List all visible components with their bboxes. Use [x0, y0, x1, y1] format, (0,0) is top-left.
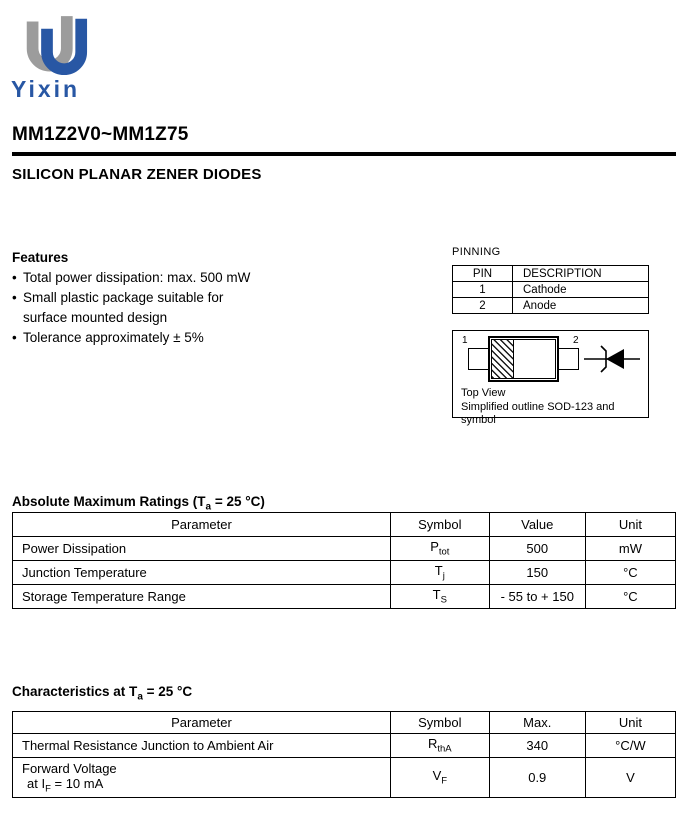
desc-column-header: DESCRIPTION [513, 266, 649, 282]
symbol-cell [390, 758, 489, 798]
symbol-cell [390, 734, 489, 758]
characteristics-heading [12, 684, 192, 703]
unit-column-header: Unit [585, 712, 675, 734]
part-number-title: MM1Z2V0~MM1Z75 [12, 124, 189, 145]
feature-item [12, 288, 352, 308]
package-caption-outline: Simplified outline SOD-123 and symbol [461, 401, 615, 426]
heading-subscript: a [137, 691, 143, 703]
unit-cell: °C/W [585, 734, 675, 758]
table-row [13, 758, 676, 798]
condition-subscript: F [45, 783, 51, 795]
parameter-line2 [22, 776, 390, 795]
feature-item [12, 328, 352, 348]
bullet-icon: • [12, 290, 17, 305]
zener-diode-symbol-icon [584, 343, 640, 375]
value-cell: 340 [489, 734, 585, 758]
table-row [453, 282, 649, 298]
symbol-column-header: Symbol [390, 712, 489, 734]
abs-max-ratings-table [12, 512, 676, 609]
pin-number: 1 [453, 282, 513, 298]
table-row [453, 298, 649, 314]
features-heading: Features [12, 250, 69, 265]
table-header-row [13, 712, 676, 734]
package-caption-top-view: Top View [461, 387, 506, 399]
parameter-line1: Forward Voltage [22, 760, 117, 776]
yixin-logo-icon [12, 8, 100, 80]
pinning-table [452, 265, 649, 314]
characteristics-table [12, 711, 676, 798]
unit-cell: °C [585, 561, 675, 585]
pinning-header-row [453, 266, 649, 282]
package-outline-box [452, 330, 649, 426]
page-subtitle: SILICON PLANAR ZENER DIODES [12, 166, 262, 183]
feature-text: Total power dissipation: max. 500 mW [23, 270, 251, 285]
value-column-header: Value [489, 513, 585, 537]
parameter-cell [13, 758, 391, 798]
table-row [13, 585, 676, 609]
max-column-header: Max. [489, 712, 585, 734]
unit-cell: V [585, 758, 675, 798]
parameter-cell: Power Dissipation [13, 537, 391, 561]
symbol-subscript: S [440, 594, 447, 606]
pinning-heading: PINNING [452, 246, 501, 258]
pin1-label: 1 [462, 335, 468, 346]
feature-text: surface mounted design [23, 310, 168, 325]
table-row [13, 561, 676, 585]
parameter-cell: Junction Temperature [13, 561, 391, 585]
symbol-cell [390, 585, 489, 609]
parameter-column-header: Parameter [13, 513, 391, 537]
table-row [13, 537, 676, 561]
symbol-cell [390, 561, 489, 585]
pin-column-header: PIN [453, 266, 513, 282]
heading-subscript: a [205, 501, 212, 513]
symbol-base: T [432, 587, 441, 603]
condition-text: at I [27, 775, 46, 791]
symbol-subscript: thA [437, 743, 452, 755]
header-divider [12, 152, 676, 156]
table-header-row [13, 513, 676, 537]
pin-description: Anode [513, 298, 649, 314]
cathode-band-hatch [492, 340, 514, 378]
heading-text: Characteristics at T [12, 684, 138, 699]
feature-text: Small plastic package suitable for [23, 290, 224, 305]
value-cell: 150 [489, 561, 585, 585]
symbol-column-header: Symbol [390, 513, 489, 537]
bullet-icon: • [12, 270, 17, 285]
pinning-section [452, 246, 649, 314]
unit-column-header: Unit [585, 513, 675, 537]
value-cell: - 55 to + 150 [489, 585, 585, 609]
sod-123-package-drawing [488, 336, 559, 382]
value-cell: 0.9 [489, 758, 585, 798]
symbol-subscript: F [441, 775, 448, 787]
symbol-base: T [434, 563, 443, 579]
features-section [12, 248, 352, 348]
pin2-label: 2 [573, 335, 579, 346]
brand-name: Yixin [11, 76, 81, 102]
unit-cell: °C [585, 585, 675, 609]
table-row [13, 734, 676, 758]
heading-text: Absolute Maximum Ratings (T [12, 494, 206, 509]
value-cell: 500 [489, 537, 585, 561]
bullet-spacer [12, 308, 23, 328]
package-pin1-lead [468, 348, 489, 370]
symbol-cell [390, 537, 489, 561]
parameter-cell: Thermal Resistance Junction to Ambient Air [13, 734, 391, 758]
symbol-subscript: tot [438, 546, 450, 558]
pin-description: Cathode [513, 282, 649, 298]
bullet-icon: • [12, 330, 17, 345]
feature-text: Tolerance approximately ± 5% [23, 330, 204, 345]
parameter-cell: Storage Temperature Range [13, 585, 391, 609]
feature-item-continuation [12, 308, 352, 328]
heading-text: = 25 °C [142, 684, 193, 699]
condition-text: = 10 mA [50, 775, 104, 791]
feature-item [12, 268, 352, 288]
parameter-column-header: Parameter [13, 712, 391, 734]
heading-text: = 25 °C) [211, 494, 265, 509]
pin-number: 2 [453, 298, 513, 314]
symbol-base: R [427, 736, 438, 752]
symbol-base: P [430, 539, 439, 555]
unit-cell: mW [585, 537, 675, 561]
symbol-subscript: j [442, 570, 445, 582]
symbol-base: V [432, 768, 442, 784]
package-pin2-lead [558, 348, 579, 370]
package-body-inner-outline [491, 339, 556, 379]
abs-max-ratings-heading [12, 494, 265, 513]
